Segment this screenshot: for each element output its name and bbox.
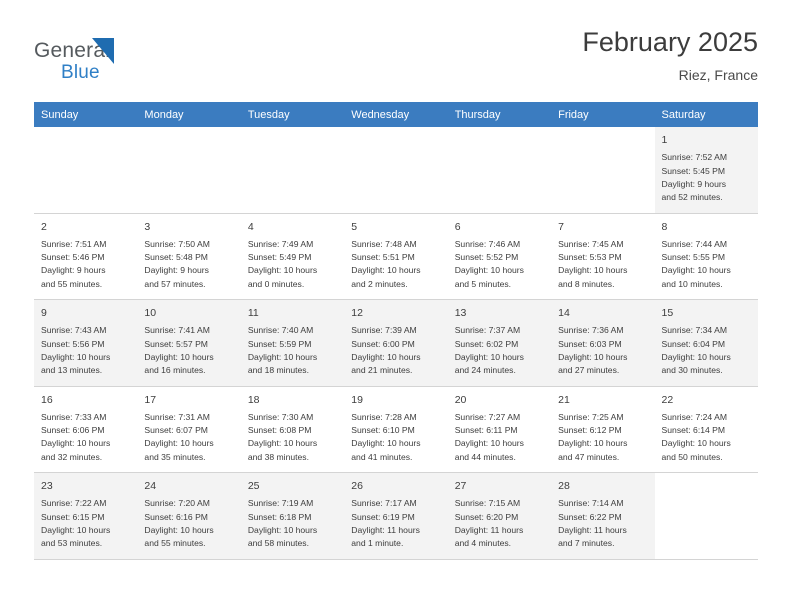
calendar-day-cell[interactable] <box>344 386 447 473</box>
day-info-line: Daylight: 10 hours <box>558 438 628 449</box>
day-info-line: and 57 minutes. <box>144 278 206 289</box>
logo-text-general: General <box>34 39 111 62</box>
day-info-line: Daylight: 10 hours <box>351 438 421 449</box>
day-info-line: Sunrise: 7:19 AM <box>247 498 314 509</box>
day-info-line: Daylight: 10 hours <box>144 351 214 362</box>
day-number: 24 <box>144 480 157 493</box>
day-info-line: and 52 minutes. <box>661 192 723 203</box>
day-info-line: Sunrise: 7:15 AM <box>454 498 521 509</box>
calendar-day-cell[interactable] <box>551 386 654 473</box>
day-info-line: Daylight: 10 hours <box>247 265 318 276</box>
calendar-week-row <box>34 386 758 473</box>
day-info-line: and 13 minutes. <box>41 365 103 376</box>
day-number: 9 <box>41 307 47 320</box>
day-info-line: Daylight: 11 hours <box>351 524 420 535</box>
day-info-line: Daylight: 10 hours <box>41 438 111 449</box>
day-info-line: Sunset: 5:48 PM <box>144 252 208 263</box>
day-info-line: Sunset: 6:22 PM <box>558 511 622 522</box>
day-info-line: Sunrise: 7:37 AM <box>454 325 521 336</box>
day-info-line: Sunrise: 7:28 AM <box>351 411 417 422</box>
day-info-line: Daylight: 9 hours <box>41 265 106 276</box>
weekday-header-wednesday: Wednesday <box>344 102 447 127</box>
calendar-day-cell[interactable] <box>448 473 551 560</box>
flag-icon <box>92 38 114 64</box>
day-info-line: Sunset: 6:08 PM <box>247 425 312 436</box>
day-number: 4 <box>247 220 254 233</box>
day-number: 1 <box>661 134 668 146</box>
day-info-line: and 38 minutes. <box>247 451 309 462</box>
calendar-day-cell[interactable] <box>241 386 344 473</box>
calendar-week-row <box>34 473 758 560</box>
day-info-line: Sunrise: 7:41 AM <box>144 325 210 336</box>
day-info-line: Daylight: 11 hours <box>558 524 627 535</box>
day-info-line: Sunset: 6:18 PM <box>247 511 312 522</box>
page-title: February 2025 <box>582 27 758 57</box>
day-info-line: Sunrise: 7:14 AM <box>558 498 624 509</box>
day-number: 22 <box>661 393 674 406</box>
calendar-body <box>34 127 758 559</box>
calendar-day-cell[interactable] <box>448 213 551 300</box>
day-number: 28 <box>558 480 570 493</box>
day-info-line: Daylight: 10 hours <box>661 351 731 362</box>
day-info-line: Daylight: 10 hours <box>144 524 214 535</box>
day-info-line: and 53 minutes. <box>41 538 103 549</box>
day-info-line: Sunrise: 7:43 AM <box>41 325 107 336</box>
day-info-line: Sunset: 5:57 PM <box>144 338 208 349</box>
day-info-line: Sunset: 6:07 PM <box>144 425 208 436</box>
day-info-line: Sunset: 6:02 PM <box>454 338 519 349</box>
day-info-line: and 58 minutes. <box>247 538 309 549</box>
day-number: 6 <box>454 220 461 233</box>
day-info-line: and 16 minutes. <box>144 365 206 376</box>
day-info-line: Sunset: 6:19 PM <box>351 511 415 522</box>
day-number: 12 <box>351 307 363 320</box>
calendar-day-cell-empty <box>241 127 344 213</box>
day-info-line: Sunrise: 7:52 AM <box>661 152 727 163</box>
day-info-line: and 55 minutes. <box>41 278 103 289</box>
day-number: 11 <box>247 307 259 320</box>
day-info-line: Daylight: 10 hours <box>351 265 421 276</box>
calendar-day-cell[interactable] <box>655 213 758 300</box>
day-number: 26 <box>351 480 363 493</box>
logo <box>34 28 110 82</box>
day-info-line: Daylight: 10 hours <box>41 351 111 362</box>
weekday-header-sunday: Sunday <box>34 102 137 127</box>
calendar-day-cell[interactable] <box>34 386 137 473</box>
day-info-line: Sunrise: 7:20 AM <box>144 498 210 509</box>
calendar-day-cell[interactable] <box>344 473 447 560</box>
day-info-line: Sunset: 5:59 PM <box>247 338 312 349</box>
day-info-line: Daylight: 10 hours <box>454 351 524 362</box>
day-info-line: and 0 minutes. <box>247 278 305 289</box>
day-number: 19 <box>351 393 363 406</box>
day-info-line: Daylight: 10 hours <box>247 524 318 535</box>
day-number: 18 <box>247 393 260 406</box>
day-info-line: and 47 minutes. <box>558 451 620 462</box>
day-info-line: and 18 minutes. <box>247 365 309 376</box>
day-info-line: Sunset: 6:12 PM <box>558 425 622 436</box>
day-info-line: Sunrise: 7:27 AM <box>454 411 521 422</box>
day-info-line: Sunset: 6:03 PM <box>558 338 622 349</box>
day-info-line: and 41 minutes. <box>351 451 413 462</box>
day-info-line: Sunrise: 7:50 AM <box>144 238 210 249</box>
calendar-day-cell[interactable] <box>344 300 447 387</box>
day-number: 2 <box>41 220 47 233</box>
calendar-day-cell-empty <box>137 127 240 213</box>
day-number: 17 <box>144 393 157 406</box>
day-info-line: Sunrise: 7:39 AM <box>351 325 417 336</box>
day-info-line: Sunset: 6:14 PM <box>661 425 726 436</box>
day-info-line: Sunset: 5:56 PM <box>41 338 105 349</box>
calendar-day-cell-empty <box>344 127 447 213</box>
day-number: 16 <box>41 393 53 406</box>
calendar-day-cell[interactable] <box>448 300 551 387</box>
calendar-day-cell[interactable] <box>655 386 758 473</box>
calendar-day-cell[interactable] <box>241 300 344 387</box>
calendar-header-row <box>34 102 758 127</box>
day-info-line: Daylight: 10 hours <box>454 265 524 276</box>
day-number: 3 <box>144 220 151 233</box>
calendar-day-cell[interactable] <box>551 213 654 300</box>
day-info-line: and 10 minutes. <box>661 278 723 289</box>
day-info-line: and 32 minutes. <box>41 451 103 462</box>
calendar-day-cell[interactable] <box>137 300 240 387</box>
day-info-line: Sunset: 6:16 PM <box>144 511 208 522</box>
day-number: 25 <box>247 480 260 493</box>
day-info-line: Sunset: 6:06 PM <box>41 425 105 436</box>
day-info-line: Daylight: 9 hours <box>144 265 209 276</box>
calendar-day-cell-empty <box>655 473 758 560</box>
calendar-week-row <box>34 127 758 213</box>
page-header <box>34 28 758 90</box>
day-number: 5 <box>351 220 358 233</box>
day-number: 14 <box>558 307 570 320</box>
day-info-line: Sunset: 5:55 PM <box>661 252 726 263</box>
day-info-line: and 4 minutes. <box>454 538 512 549</box>
title-block <box>582 28 758 83</box>
day-info-line: and 27 minutes. <box>558 365 620 376</box>
day-number: 27 <box>454 480 467 493</box>
day-info-line: Sunrise: 7:30 AM <box>247 411 314 422</box>
weekday-header-tuesday: Tuesday <box>241 102 344 127</box>
logo-text-blue: Blue <box>61 62 100 83</box>
calendar-day-cell[interactable] <box>655 300 758 387</box>
day-info-line: Sunrise: 7:31 AM <box>144 411 210 422</box>
day-info-line: Daylight: 10 hours <box>661 438 731 449</box>
day-info-line: Sunset: 6:10 PM <box>351 425 415 436</box>
weekday-header-saturday: Saturday <box>655 102 758 127</box>
calendar-day-cell-empty <box>551 127 654 213</box>
day-info-line: Sunset: 5:45 PM <box>661 165 726 176</box>
calendar-day-cell-empty <box>448 127 551 213</box>
day-info-line: Daylight: 10 hours <box>558 265 628 276</box>
day-info-line: Sunrise: 7:17 AM <box>351 498 417 509</box>
calendar-day-cell[interactable] <box>34 473 137 560</box>
day-info-line: Daylight: 10 hours <box>558 351 628 362</box>
weekday-header-friday: Friday <box>551 102 654 127</box>
day-info-line: Sunrise: 7:25 AM <box>558 411 624 422</box>
calendar-day-cell-empty <box>34 127 137 213</box>
day-info-line: and 50 minutes. <box>661 451 723 462</box>
day-info-line: Daylight: 10 hours <box>41 524 111 535</box>
day-info-line: and 30 minutes. <box>661 365 723 376</box>
calendar-day-cell[interactable] <box>448 386 551 473</box>
day-info-line: Sunset: 6:15 PM <box>41 511 105 522</box>
day-info-line: and 21 minutes. <box>351 365 413 376</box>
weekday-header-monday: Monday <box>137 102 240 127</box>
day-info-line: Sunrise: 7:33 AM <box>41 411 107 422</box>
day-number: 13 <box>454 307 467 320</box>
day-number: 20 <box>454 393 467 406</box>
day-info-line: Sunset: 5:52 PM <box>454 252 519 263</box>
day-info-line: Sunrise: 7:48 AM <box>351 238 417 249</box>
day-info-line: Sunset: 5:51 PM <box>351 252 415 263</box>
calendar-day-cell[interactable] <box>241 213 344 300</box>
calendar-day-cell[interactable] <box>551 473 654 560</box>
calendar-day-cell[interactable] <box>34 300 137 387</box>
day-info-line: Sunset: 6:00 PM <box>351 338 415 349</box>
day-info-line: Sunset: 5:49 PM <box>247 252 312 263</box>
day-info-line: and 44 minutes. <box>454 451 516 462</box>
day-info-line: Sunset: 6:20 PM <box>454 511 519 522</box>
day-info-line: Daylight: 10 hours <box>454 438 524 449</box>
day-info-line: Sunset: 6:04 PM <box>661 338 726 349</box>
calendar-day-cell[interactable] <box>655 127 758 213</box>
calendar-day-cell[interactable] <box>137 386 240 473</box>
day-info-line: Sunrise: 7:46 AM <box>454 238 521 249</box>
day-info-line: and 2 minutes. <box>351 278 408 289</box>
day-info-line: Sunrise: 7:22 AM <box>41 498 107 509</box>
day-info-line: and 7 minutes. <box>558 538 615 549</box>
day-info-line: Daylight: 10 hours <box>661 265 731 276</box>
day-number: 10 <box>144 307 157 320</box>
day-info-line: Daylight: 9 hours <box>661 178 727 189</box>
day-info-line: and 8 minutes. <box>558 278 615 289</box>
day-info-line: Sunrise: 7:36 AM <box>558 325 624 336</box>
location-subtitle: Riez, France <box>678 66 758 83</box>
day-number: 15 <box>661 307 674 320</box>
day-info-line: Daylight: 10 hours <box>247 351 318 362</box>
day-info-line: Daylight: 10 hours <box>144 438 214 449</box>
day-info-line: Sunrise: 7:44 AM <box>661 238 727 249</box>
calendar-day-cell[interactable] <box>241 473 344 560</box>
day-info-line: Sunrise: 7:34 AM <box>661 325 727 336</box>
day-number: 23 <box>41 480 53 493</box>
day-info-line: and 24 minutes. <box>454 365 516 376</box>
sunrise-sunset-calendar <box>34 102 758 560</box>
day-number: 7 <box>558 220 564 233</box>
weekday-header-thursday: Thursday <box>448 102 551 127</box>
day-info-line: Sunrise: 7:49 AM <box>247 238 314 249</box>
day-info-line: Daylight: 10 hours <box>351 351 421 362</box>
day-info-line: Sunset: 6:11 PM <box>454 425 518 436</box>
calendar-week-row <box>34 213 758 300</box>
calendar-day-cell[interactable] <box>137 213 240 300</box>
calendar-day-cell[interactable] <box>137 473 240 560</box>
day-info-line: and 35 minutes. <box>144 451 206 462</box>
day-number: 8 <box>661 220 668 233</box>
day-info-line: Sunrise: 7:40 AM <box>247 325 314 336</box>
day-info-line: Sunrise: 7:51 AM <box>41 238 107 249</box>
calendar-day-cell[interactable] <box>551 300 654 387</box>
day-info-line: and 55 minutes. <box>144 538 206 549</box>
day-number: 21 <box>558 393 570 406</box>
day-info-line: and 1 minute. <box>351 538 404 549</box>
day-info-line: Daylight: 10 hours <box>247 438 318 449</box>
day-info-line: Daylight: 11 hours <box>454 524 524 535</box>
day-info-line: Sunrise: 7:24 AM <box>661 411 727 422</box>
calendar-day-cell[interactable] <box>34 213 137 300</box>
day-info-line: Sunset: 5:46 PM <box>41 252 105 263</box>
calendar-day-cell[interactable] <box>344 213 447 300</box>
day-info-line: and 5 minutes. <box>454 278 512 289</box>
calendar-week-row <box>34 300 758 387</box>
day-info-line: Sunset: 5:53 PM <box>558 252 622 263</box>
day-info-line: Sunrise: 7:45 AM <box>558 238 624 249</box>
